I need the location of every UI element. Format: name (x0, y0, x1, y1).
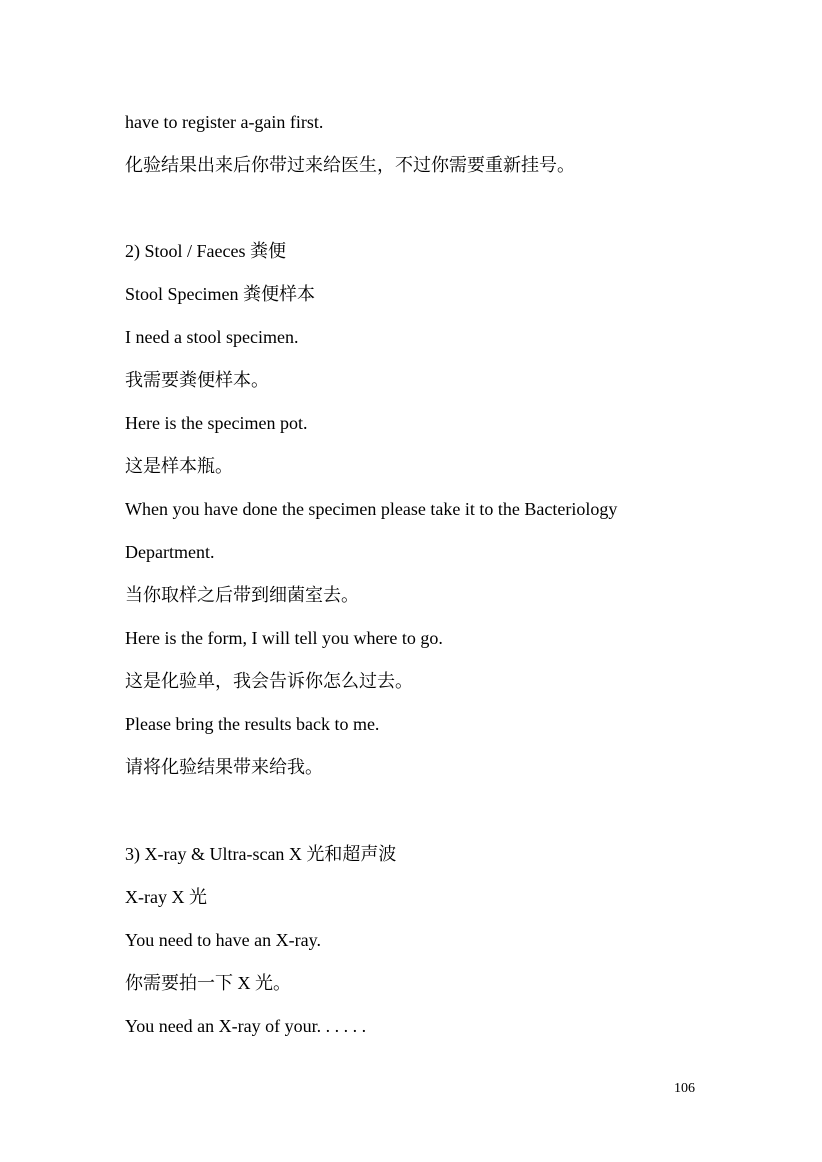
text-line: You need to have an X-ray. (125, 930, 321, 950)
text-line: Here is the specimen pot. (125, 413, 308, 433)
text-line: Department. (125, 542, 215, 562)
text-line: 这是化验单，我会告诉你怎么过去。 (125, 671, 413, 691)
text-line: 这是样本瓶。 (125, 456, 233, 476)
section-heading-stool: 2) Stool / Faeces 粪便 (125, 241, 286, 261)
text-line: Here is the form, I will tell you where to go. (125, 628, 443, 648)
text-line: 你需要拍一下 X 光。 (125, 973, 291, 993)
text-line: You need an X-ray of your. . . . . . (125, 1016, 367, 1036)
text-line: 请将化验结果带来给我。 (125, 757, 323, 777)
section-heading-xray: 3) X-ray & Ultra-scan X 光和超声波 (125, 844, 397, 864)
text-line: 我需要粪便样本。 (125, 370, 269, 390)
text-line: When you have done the specimen please take it to the Bacteriology (125, 499, 618, 519)
text-line: Please bring the results back to me. (125, 714, 380, 734)
text-line: X-ray X 光 (125, 887, 207, 907)
page-number: 106 (674, 1081, 695, 1096)
text-line: Stool Specimen 粪便样本 (125, 284, 315, 304)
text-line: 当你取样之后带到细菌室去。 (125, 585, 359, 605)
text-line: have to register a-gain first. (125, 112, 324, 132)
text-line: I need a stool specimen. (125, 327, 299, 347)
text-line: 化验结果出来后你带过来给医生，不过你需要重新挂号。 (125, 155, 575, 175)
